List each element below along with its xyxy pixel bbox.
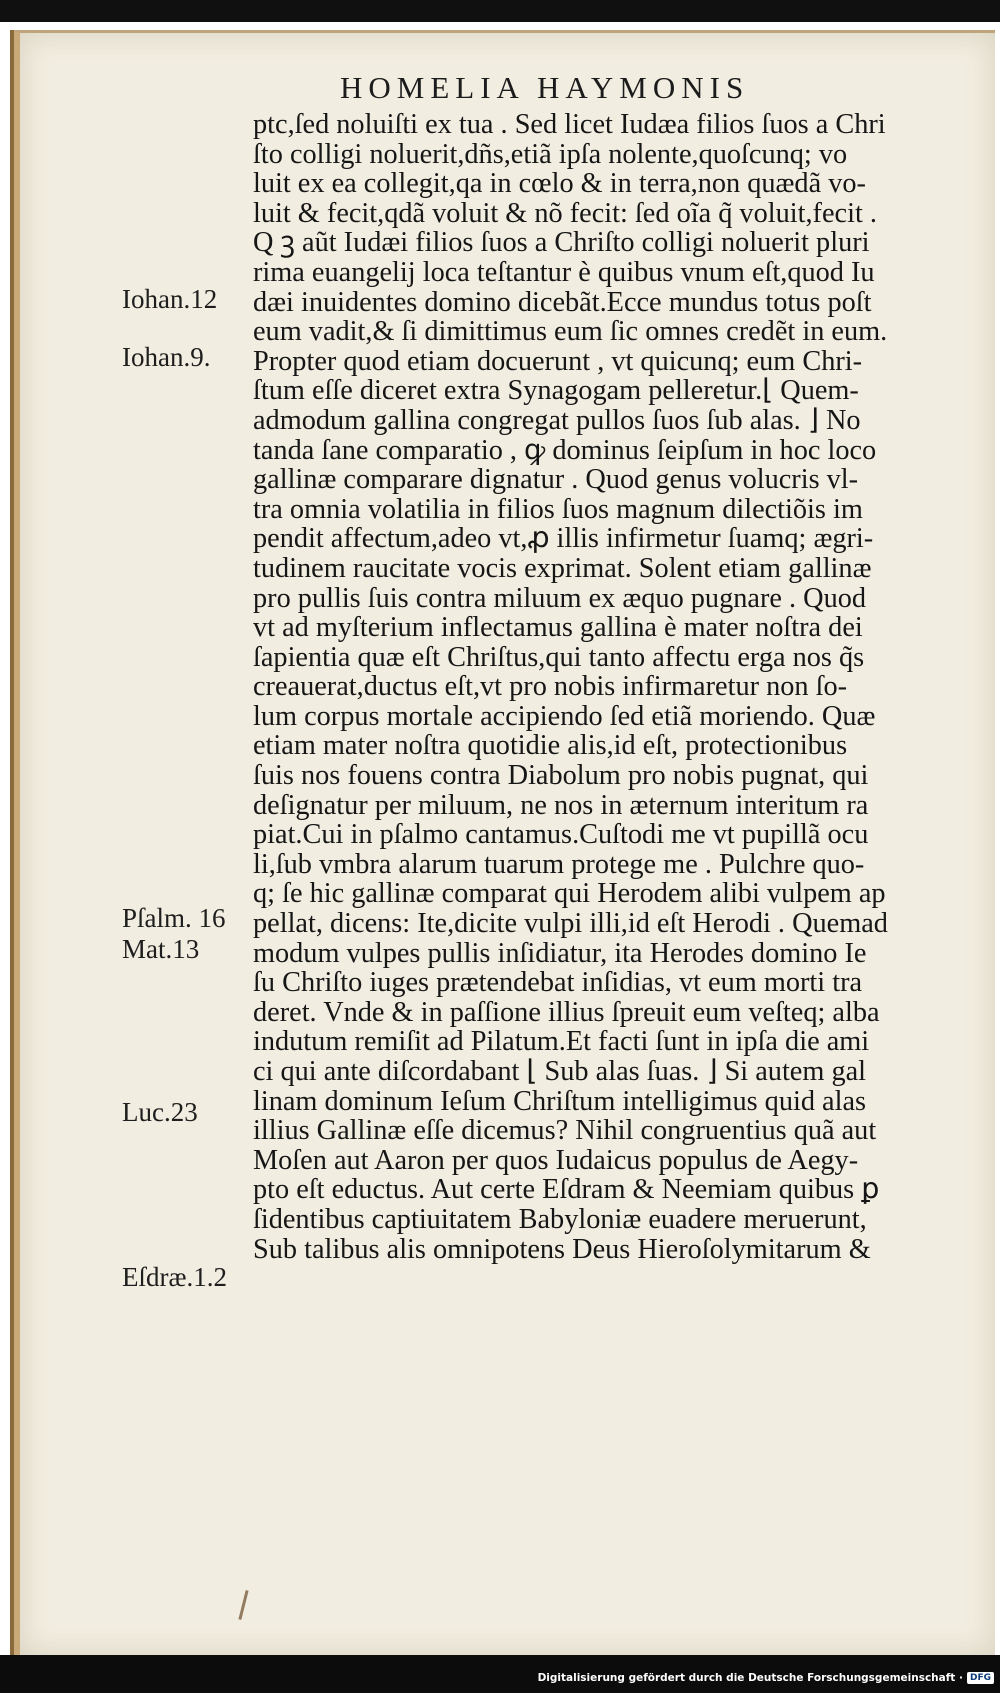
margin-note: Luc.23	[122, 1097, 198, 1127]
text-line: indutum remiſit ad Pilatum.Et facti ſunt in ipſa die ami	[253, 1027, 870, 1057]
text-line: admodum gallina congregat pullos ſuos ſub alas. ⌋ No	[253, 405, 861, 436]
margin-note: Pſalm. 16	[122, 903, 226, 933]
text-block	[253, 110, 960, 1264]
text-line: pto eſt eductus. Aut certe Eſdram & Neemiam quibus ꝑ	[253, 1175, 880, 1205]
text-line: pendit affectum,adeo vt,ꝓ illis infirmetur ſuamq; ægri-	[253, 524, 874, 554]
text-line: ſu Chriſto iuges prætendebat inſidias, vt eum morti tra	[253, 968, 863, 998]
text-line: lum corpus mortale accipiendo ſed etiã moriendo. Quæ	[253, 701, 876, 732]
text-line: illius Gallinæ eſſe dicemus? Nihil congruentius quã aut	[253, 1116, 877, 1146]
margin-note: Eſdræ.1.2	[122, 1262, 227, 1292]
running-head: HOMELIA HAYMONIS	[340, 70, 750, 105]
margin-note: Iohan.9.	[122, 342, 211, 372]
text-line: Q ꝫ aũt Iudæi filios ſuos a Chriſto colligi noluerit pluri	[253, 228, 870, 258]
text-line: Sub talibus alis omnipotens Deus Hieroſolymitarum &	[253, 1234, 871, 1265]
text-line: tudinem raucitate vocis exprimat. Solent etiam gallinæ	[253, 553, 872, 584]
text-line: ptc,ſed noluiſti ex tua . Sed licet Iudæa filios ſuos a Chri	[253, 110, 886, 140]
text-line: q; ſe hic gallinæ comparat qui Herodem alibi vulpem ap	[253, 879, 886, 910]
text-line: dæi inuidentes domino dicebãt.Ecce mundus totus poſt	[253, 287, 872, 318]
text-line: vt ad myſterium inflectamus gallina è mater noſtra dei	[253, 613, 863, 643]
text-line: pellat, dicens: Ite,dicite vulpi illi,id eſt Herodi . Quemad	[253, 909, 888, 939]
text-line: tra omnia volatilia in filios ſuos magnum dilectiõis im	[253, 494, 863, 525]
text-line: rima euangelij loca teſtantur è quibus vnum eſt,quod Iu	[253, 257, 875, 288]
text-line: piat.Cui in pſalmo cantamus.Cuſtodi me vt pupillã ocu	[253, 820, 869, 850]
text-line: linam dominum Ieſum Chriſtum intelligimus quid alas	[253, 1086, 867, 1117]
margin-note: Iohan.12	[122, 284, 218, 314]
text-line: creauerat,ductus eſt,vt pro nobis infirmaretur non ſo-	[253, 672, 848, 702]
text-line: luit ex ea collegit,qa in cœlo & in terra,non quædã vo-	[253, 169, 866, 199]
page-edge	[10, 30, 14, 1655]
viewer-top-bar	[0, 0, 1000, 22]
text-line: deret. Vnde & in paſſione illius ſpreuit eum veſteq; alba	[253, 997, 880, 1028]
text-line: modum vulpes pullis inſidiatur, ita Herodes domino Ie	[253, 938, 867, 969]
footer-text: Digitalisierung gefördert durch die Deutsche Forschungsgemeinschaft ·	[537, 1672, 963, 1684]
text-line: ſtum eſſe diceret extra Synagogam pelleretur.⌊ Quem-	[253, 376, 859, 406]
text-line: ci qui ante diſcordabant ⌊ Sub alas ſuas. ⌋ Si autem gal	[253, 1057, 867, 1087]
text-line: ſto colligi noluerit,dñs,etiã ipſa nolente,quoſcunq; vo	[253, 139, 848, 170]
text-line: tanda ſane comparatio , ꝙ dominus ſeipſum in hoc loco	[253, 435, 877, 466]
text-line: Propter quod etiam docuerunt , vt quicunq; eum Chri-	[253, 346, 863, 377]
text-line: ſapientia quæ eſt Chriſtus,qui tanto affectu erga nos q̃s	[253, 642, 865, 673]
footer-credit	[538, 1672, 994, 1684]
text-line: ſidentibus captiuitatem Babyloniæ euadere meruerunt,	[253, 1204, 867, 1235]
text-line: pro pullis ſuis contra miluum ex æquo pugnare . Quod	[253, 583, 867, 614]
text-line: ſuis nos fouens contra Diabolum pro nobis pugnat, qui	[253, 761, 869, 791]
text-line: Moſen aut Aaron per quos Iudaicus populus de Aegy-	[253, 1145, 859, 1176]
text-line: deſignatur per miluum, ne nos in æternum interitum ra	[253, 790, 869, 821]
text-line: eum vadit,& ſi dimittimus eum ſic omnes credẽt in eum.	[253, 317, 888, 347]
margin-note: Mat.13	[122, 934, 200, 964]
text-line: luit & fecit,qdã voluit & nõ fecit: ſed oĩa q̃ voluit,fecit .	[253, 198, 877, 229]
text-line: etiam mater noſtra quotidie alis,id eſt, protectionibus	[253, 731, 848, 762]
dfg-logo[interactable]: DFG	[967, 1672, 994, 1684]
text-line: gallinæ comparare dignatur . Quod genus volucris vl-	[253, 465, 859, 495]
text-line: li,ſub vmbra alarum tuarum protege me . Pulchre quo-	[253, 849, 865, 880]
